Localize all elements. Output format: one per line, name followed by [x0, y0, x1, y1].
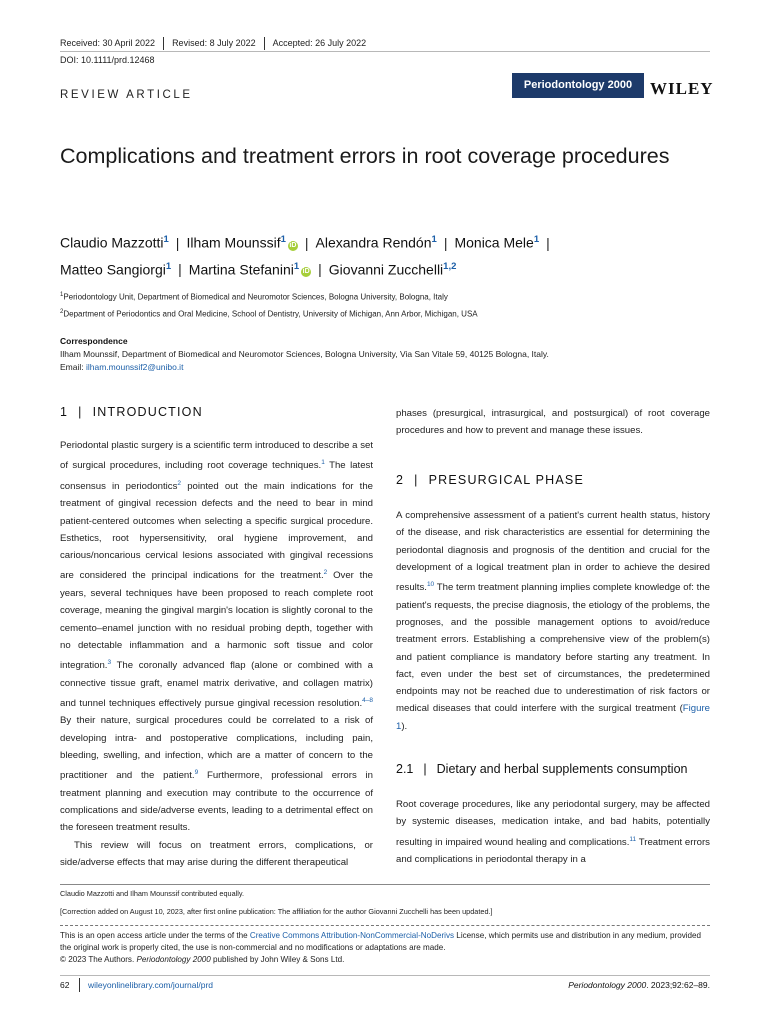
- presurgical-body: [396, 507, 710, 735]
- affiliation-text: Department of Periodontics and Oral Medicine, School of Dentistry, University of Michigan, Ann Arbor, Michigan, USA: [63, 309, 478, 319]
- author-name[interactable]: Alexandra Rendón: [315, 234, 432, 251]
- reference-link[interactable]: 11: [629, 835, 637, 843]
- license-pre: This is an open access article under the terms of the: [60, 931, 250, 940]
- journal-badge[interactable]: Periodontology 2000: [512, 73, 644, 98]
- affiliation-2: [60, 309, 478, 319]
- left-column-body: [60, 437, 373, 871]
- citation-journal: Periodontology 2000: [568, 980, 647, 990]
- author-name[interactable]: Ilham Mounssif: [186, 234, 281, 251]
- article-title: Complications and treatment errors in root coverage procedures: [60, 144, 670, 168]
- author-separator: |: [175, 234, 180, 251]
- journal-url-link[interactable]: wileyonlinelibrary.com/journal/prd: [88, 980, 214, 990]
- author-separator: |: [443, 234, 448, 251]
- author-name[interactable]: Monica Mele: [454, 234, 534, 251]
- reference-link[interactable]: 1: [321, 459, 325, 467]
- author-name[interactable]: Claudio Mazzotti: [60, 234, 164, 251]
- intro-paragraph-1: Periodontal plastic surgery is a scientific term introduced to describe a set of surgical procedures, including root coverage techniques.$^1$ The latest consensus in periodontics$^2$ pointed out the main indications for the treatment of gingival recession defects and the need to bear in mind patient-centered outcomes when selecting a specific surgical procedure. Esthetics, root hypersensitivity, oral hygiene improvement, and carious/noncarious cervical lesions associated with gingival recessions are considered the principal indications for the treatment.$^2$ Over the years, several techniques have been proposed to reach complete root coverage, meaning the gingival margin's location is slightly coronal to the cemento–enamel junction with no residual probing depth, together with no detectable inflammation and a harmonic soft tissue and color integration.$^3$ The coronally advanced flap (alone or combined with a connective tissue graft, enamel matrix derivative, and collagen matrix) and tunnel techniques effectively pursue gingival recession resolution.$^{4-8}$ By their nature, surgical procedures could be correlated to a risk of developing intra- and postoperative complications, including pain, bleeding, swelling, and infection, which are a matter of concern to the practitioner and the patient.$^9$ Furthermore, professional errors in treatment planning and execution may contribute to the occurrence of complications and side/adverse events, leading to a detrimental effect on the foreseen treatment results.: [60, 440, 374, 834]
- email-label: Email:: [60, 362, 86, 372]
- copyright-journal: Periodontology 2000: [136, 955, 211, 964]
- page-number: 62: [60, 980, 70, 990]
- publisher-logo[interactable]: WILEY: [650, 79, 714, 98]
- orcid-icon[interactable]: iD: [302, 268, 310, 276]
- reference-link[interactable]: 4–8: [362, 696, 373, 704]
- license-divider: [60, 925, 710, 926]
- article-type: REVIEW ARTICLE: [60, 89, 193, 101]
- author-affiliation-ref[interactable]: 1: [163, 234, 169, 245]
- affiliation-text: Periodontology Unit, Department of Biomedical and Neuromotor Sciences, Bologna University, Bologna, Italy: [63, 292, 448, 302]
- author-separator: |: [318, 261, 322, 278]
- license-text: [60, 930, 710, 966]
- reference-link[interactable]: 3: [107, 659, 112, 667]
- subsection-number: 2.1: [396, 762, 414, 776]
- date-separator: [264, 37, 265, 50]
- correspondence-label: Correspondence: [60, 336, 128, 346]
- journal-citation: [568, 980, 710, 990]
- author-affiliation-ref[interactable]: 1: [280, 234, 286, 245]
- author-affiliation-ref[interactable]: 1: [533, 234, 540, 245]
- article-dates: [60, 37, 366, 50]
- citation-details: . 2023;92:62–89.: [646, 980, 710, 990]
- affiliation-number: 2: [60, 309, 64, 315]
- footnote-equal-contribution: Claudio Mazzotti and Ilham Mounssif contributed equally.: [60, 889, 245, 898]
- accepted-date: Accepted: 26 July 2022: [272, 37, 367, 48]
- author-list: [60, 228, 720, 281]
- author-name[interactable]: Matteo Sangiorgi: [60, 261, 166, 278]
- reference-link[interactable]: 9: [194, 769, 199, 777]
- orcid-icon[interactable]: iD: [289, 241, 297, 249]
- reference-link[interactable]: 2: [323, 569, 328, 577]
- footnote-divider: [60, 884, 710, 885]
- author-affiliation-ref[interactable]: 1: [431, 234, 437, 245]
- reference-link[interactable]: 10: [426, 581, 435, 589]
- subsection-title: Dietary and herbal supplements consumption: [436, 762, 688, 776]
- section-title: PRESURGICAL PHASE: [428, 473, 585, 487]
- footnote-correction: [Correction added on August 10, 2023, after first online publication: The affiliation for the author Giovanni Zucchelli has been updated.]: [60, 907, 493, 916]
- affiliation-number: 1: [60, 292, 64, 298]
- author-separator: |: [178, 261, 182, 278]
- revised-date: Revised: 8 July 2022: [172, 37, 256, 48]
- received-date: Received: 30 April 2022: [60, 37, 156, 48]
- dietary-body: [396, 796, 710, 868]
- footer-separator: [79, 978, 80, 992]
- section-title: INTRODUCTION: [92, 405, 203, 419]
- correspondence-address: Ilham Mounssif, Department of Biomedical and Neuromotor Sciences, Bologna University, Via San Vitale 59, 40125 Bologna, Italy.: [60, 349, 549, 359]
- dietary-paragraph: Root coverage procedures, like any periodontal surgery, may be affected by systemic diseases, medication intake, and bad habits, potentially resulting in impaired wound healing and complications.$^{11}$ Treatment errors and complications in periodontal therapy in a: [396, 799, 710, 866]
- author-separator: |: [546, 234, 550, 251]
- presurgical-paragraph: A comprehensive assessment of a patient's current health status, history of the disease, and risk characteristics are essential for determining the periodontal diagnosis and prognosis of the dentition and crucial for the development of a logical treatment plan in order to achieve the desired results.$^{10}$ The term treatment planning implies complete knowledge of: the patient's requests, the precise diagnosis, the etiology of the problems, the prognoses, and the possible management options to avoid/reduce treatment errors. Establishing a comprehensive view of the problem(s) and patient compliance is mandatory before starting any treatment. In fact, even under the best set of circumstances, the predetermined endpoints may not be reached due to underestimation of risk factors or medical diseases that could interfere with the surgical treatment (Figure 1).: [396, 510, 710, 732]
- section-number: 2: [396, 473, 405, 487]
- author-affiliation-ref[interactable]: 1: [165, 260, 172, 272]
- section-heading-presurgical: 2 | PRESURGICAL PHASE: [396, 473, 585, 487]
- subsection-heading-dietary: 2.1 | Dietary and herbal supplements consumption: [396, 762, 688, 776]
- author-affiliation-ref[interactable]: 1,2: [443, 260, 457, 272]
- reference-link[interactable]: 2: [177, 479, 182, 487]
- figure-link[interactable]: Figure 1: [396, 703, 710, 732]
- author-name[interactable]: Giovanni Zucchelli: [328, 261, 444, 278]
- date-separator: [163, 37, 164, 50]
- intro-continuation: phases (presurgical, intrasurgical, and postsurgical) of root coverage procedures and how to prevent and manage these issues.: [396, 408, 710, 437]
- section-number: 1: [60, 405, 69, 419]
- right-column-top: [396, 405, 710, 440]
- license-post: License, which permits use and distribution in any medium, provided the original work is properly cited, the use is non-commercial and no modifications or adaptations are made.: [60, 931, 702, 952]
- intro-paragraph-2: This review will focus on treatment errors, complications, or side/adverse effects that may arise during the different therapeutical: [60, 839, 373, 868]
- affiliation-1: [60, 292, 448, 302]
- author-separator: |: [304, 234, 309, 251]
- license-link[interactable]: Creative Commons Attribution-NonCommercial-NoDerivs: [249, 931, 455, 940]
- doi[interactable]: DOI: 10.1111/prd.12468: [60, 55, 155, 65]
- author-affiliation-ref[interactable]: 1: [293, 260, 300, 272]
- footer-divider: [60, 975, 710, 976]
- section-heading-introduction: 1 | INTRODUCTION: [60, 405, 203, 419]
- copyright-pre: © 2023 The Authors.: [60, 955, 137, 964]
- author-name[interactable]: Martina Stefanini: [188, 261, 294, 278]
- header-divider: [60, 51, 710, 52]
- email-link[interactable]: ilham.mounssif2@unibo.it: [85, 362, 184, 372]
- copyright-post: published by John Wiley & Sons Ltd.: [210, 955, 345, 964]
- correspondence-email: [60, 362, 183, 372]
